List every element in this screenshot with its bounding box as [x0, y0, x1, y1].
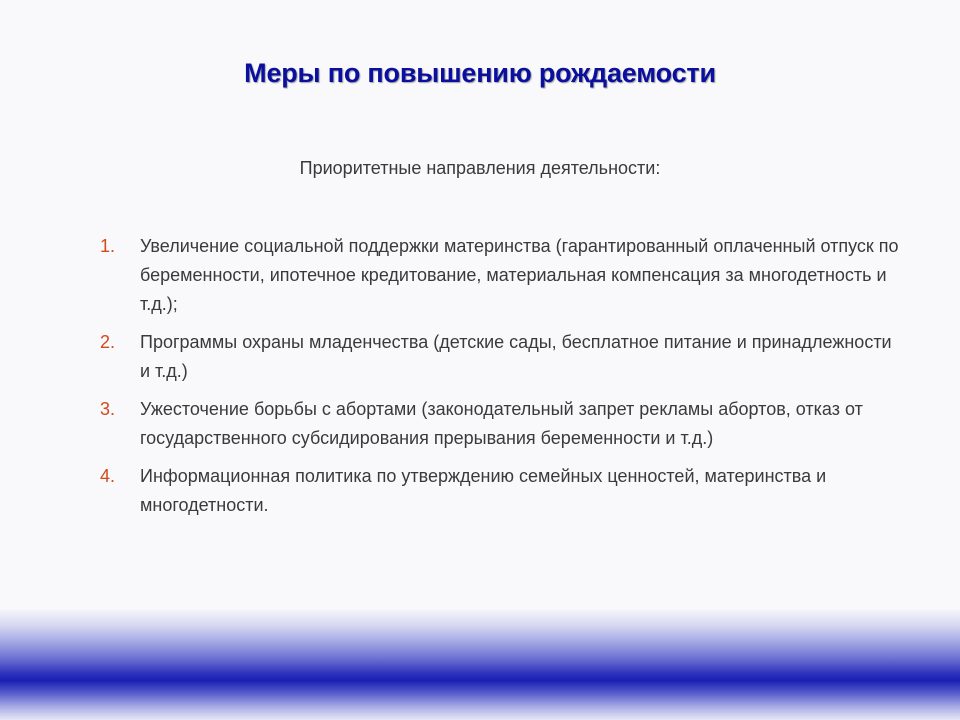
list-item — [100, 232, 900, 319]
slide-subtitle: Приоритетные направления деятельности: — [299, 158, 661, 178]
list-item-text: Программы охраны младенчества (детские сады, бесплатное питание и принадлежности и т.д.) — [140, 332, 892, 381]
list-item — [100, 462, 900, 520]
list-item — [100, 395, 900, 453]
list-item-number: 2. — [100, 332, 116, 352]
slide-title: Меры по повышению рождаемости — [244, 58, 716, 88]
decorative-gradient-band — [0, 610, 960, 720]
list-item-number: 3. — [100, 399, 116, 419]
list-item-number: 4. — [100, 466, 116, 486]
list-item — [100, 328, 900, 386]
list-item-text: Ужесточение борьбы с абортами (законодательный запрет рекламы абортов, отказ от государственного субсидирования прерывания беременности и т.д.) — [140, 399, 863, 448]
list-item-text: Увеличение социальной поддержки материнства (гарантированный оплаченный отпуск по беременности, ипотечное кредитование, материальная компенсация за многодетность и т.д.); — [140, 236, 899, 314]
priority-list — [100, 232, 900, 529]
list-item-text: Информационная политика по утверждению семейных ценностей, материнства и многодетности. — [140, 466, 827, 515]
list-item-number: 1. — [100, 236, 116, 256]
